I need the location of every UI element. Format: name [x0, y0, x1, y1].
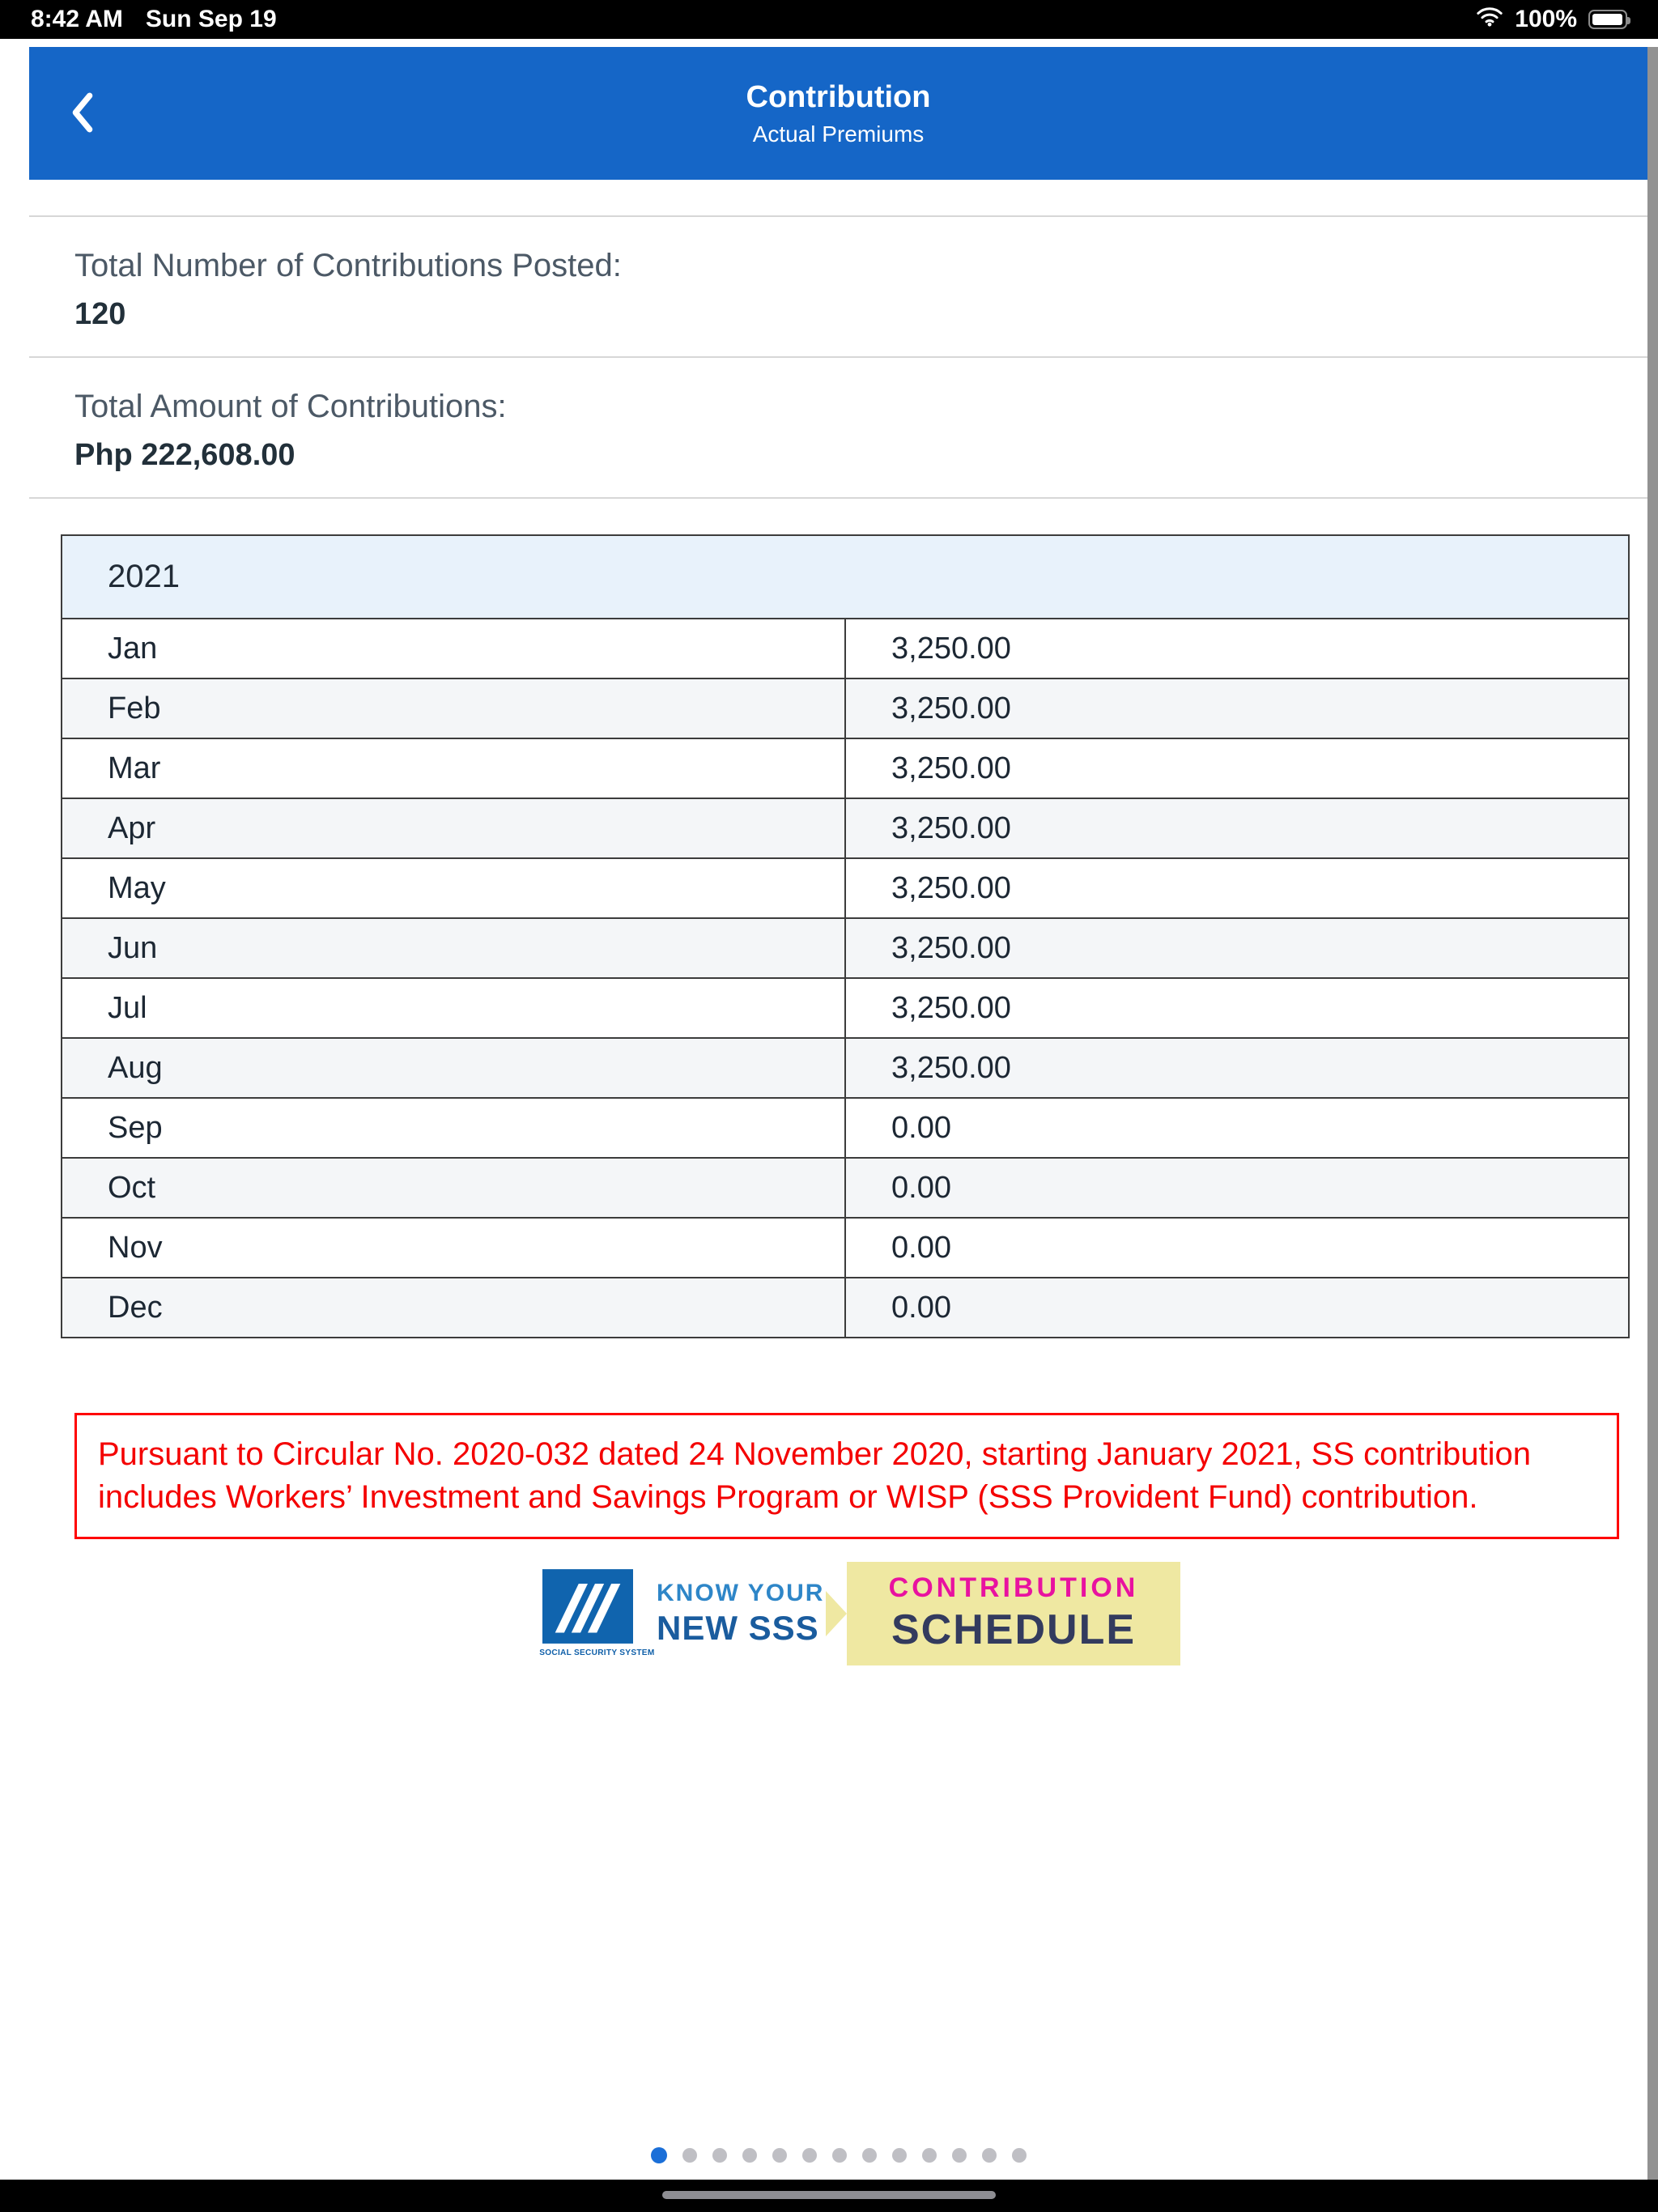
- sss-logo-block: [535, 1569, 655, 1657]
- status-date: Sun Sep 19: [145, 6, 277, 32]
- amount-cell: 3,250.00: [845, 619, 1629, 678]
- table-row: [62, 678, 1629, 738]
- page-dot[interactable]: [922, 2148, 937, 2163]
- pagination-dots: [29, 2147, 1647, 2163]
- contribution-schedule-banner[interactable]: [496, 1562, 1180, 1665]
- schedule-label: SCHEDULE: [891, 1606, 1137, 1654]
- notice-text: Pursuant to Circular No. 2020-032 dated 24 November 2020, starting January 2021, SS contribution includes Workers’ Investment and Savings Program or WISP (SSS Provident Fund) contribution.: [98, 1436, 1531, 1515]
- page-title: Contribution: [746, 79, 931, 114]
- contributions-posted-section: [29, 217, 1647, 358]
- month-cell: Jan: [62, 619, 845, 678]
- status-bar: [0, 0, 1658, 39]
- amount-cell: 3,250.00: [845, 918, 1629, 978]
- month-cell: Aug: [62, 1038, 845, 1098]
- page-subtitle: Actual Premiums: [752, 121, 925, 147]
- year-header: 2021: [62, 535, 1629, 619]
- amount-label: Total Amount of Contributions:: [74, 389, 507, 424]
- page-dot[interactable]: [802, 2148, 817, 2163]
- table-row: [62, 1158, 1629, 1218]
- amount-cell: 3,250.00: [845, 798, 1629, 858]
- banner-right: [847, 1562, 1180, 1665]
- month-cell: May: [62, 858, 845, 918]
- posted-value: 120: [74, 297, 126, 331]
- home-indicator[interactable]: [662, 2191, 996, 2199]
- amount-cell: 3,250.00: [845, 978, 1629, 1038]
- page-dot[interactable]: [832, 2148, 847, 2163]
- table-row: [62, 798, 1629, 858]
- month-cell: Feb: [62, 678, 845, 738]
- banner-text: [657, 1580, 824, 1648]
- bottom-bar: [0, 2180, 1658, 2212]
- amount-cell: 3,250.00: [845, 738, 1629, 798]
- amount-cell: 0.00: [845, 1098, 1629, 1158]
- sss-logo-caption: SOCIAL SECURITY SYSTEM: [539, 1648, 655, 1657]
- month-cell: Nov: [62, 1218, 845, 1278]
- header-divider: [29, 180, 1647, 217]
- table-row: [62, 978, 1629, 1038]
- page-dot[interactable]: [982, 2148, 997, 2163]
- table-row: [62, 858, 1629, 918]
- battery-percent: 100%: [1515, 6, 1577, 32]
- amount-cell: 3,250.00: [845, 1038, 1629, 1098]
- table-row: [62, 1278, 1629, 1338]
- table-row: [62, 918, 1629, 978]
- new-sss-label: NEW SSS: [657, 1608, 819, 1647]
- status-time: 8:42 AM: [31, 6, 123, 32]
- page-dot[interactable]: [742, 2148, 757, 2163]
- know-your-label: KNOW YOUR: [657, 1579, 825, 1606]
- amount-cell: 0.00: [845, 1158, 1629, 1218]
- amount-cell: 0.00: [845, 1278, 1629, 1338]
- page-dot[interactable]: [862, 2148, 877, 2163]
- page-dot[interactable]: [772, 2148, 787, 2163]
- battery-icon: [1588, 10, 1627, 29]
- arrow-right-icon: [826, 1591, 847, 1636]
- amount-value: Php 222,608.00: [74, 438, 295, 472]
- year-header-row: [62, 535, 1629, 619]
- page-dot[interactable]: [712, 2148, 727, 2163]
- chevron-left-icon: [68, 91, 97, 136]
- month-cell: Apr: [62, 798, 845, 858]
- posted-label: Total Number of Contributions Posted:: [74, 248, 622, 283]
- page-dot[interactable]: [952, 2148, 967, 2163]
- page-dot[interactable]: [892, 2148, 907, 2163]
- page-edge-strip: [1647, 47, 1658, 2180]
- amount-cell: 3,250.00: [845, 858, 1629, 918]
- wifi-icon: [1476, 6, 1503, 33]
- nav-header: [29, 47, 1647, 180]
- sss-logo-icon: [542, 1633, 633, 1647]
- table-row: [62, 1038, 1629, 1098]
- month-cell: Sep: [62, 1098, 845, 1158]
- table-row: [62, 738, 1629, 798]
- table-row: [62, 1218, 1629, 1278]
- contribution-table: [61, 534, 1630, 1338]
- contribution-table-wrap: [61, 534, 1630, 1338]
- page-dot[interactable]: [1012, 2148, 1027, 2163]
- contribution-table-body: [62, 619, 1629, 1338]
- notice-box: [74, 1413, 1619, 1539]
- table-row: [62, 1098, 1629, 1158]
- month-cell: Mar: [62, 738, 845, 798]
- amount-cell: 3,250.00: [845, 678, 1629, 738]
- table-row: [62, 619, 1629, 678]
- month-cell: Jun: [62, 918, 845, 978]
- month-cell: Dec: [62, 1278, 845, 1338]
- contribution-label: CONTRIBUTION: [888, 1572, 1139, 1604]
- page-dot[interactable]: [682, 2148, 697, 2163]
- contributions-amount-section: [29, 358, 1647, 499]
- month-cell: Jul: [62, 978, 845, 1038]
- app-page: [29, 47, 1647, 2180]
- page-dot[interactable]: [651, 2147, 667, 2163]
- banner-left: [496, 1562, 826, 1665]
- back-button[interactable]: [57, 84, 108, 143]
- amount-cell: 0.00: [845, 1218, 1629, 1278]
- month-cell: Oct: [62, 1158, 845, 1218]
